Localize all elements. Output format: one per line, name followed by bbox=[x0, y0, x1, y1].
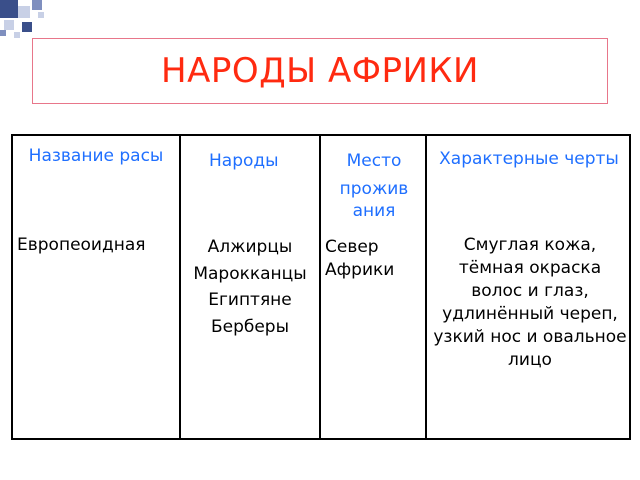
people-item: Берберы bbox=[210, 317, 290, 337]
page-title: НАРОДЫ АФРИКИ bbox=[161, 51, 479, 91]
value-race: Европеоидная bbox=[17, 235, 146, 255]
header-place bbox=[325, 150, 423, 222]
header-place-line: ания bbox=[352, 201, 396, 221]
deco-square-6 bbox=[0, 30, 6, 36]
title-box bbox=[32, 38, 608, 104]
header-peoples: Народы bbox=[209, 151, 279, 171]
deco-square-3 bbox=[32, 0, 42, 10]
cell-traits bbox=[426, 135, 630, 439]
header-traits: Характерные черты bbox=[439, 149, 619, 169]
header-race: Название расы bbox=[28, 146, 164, 166]
deco-square-1 bbox=[0, 0, 18, 18]
header-place-line: Место bbox=[346, 151, 402, 171]
value-place: Север Африки bbox=[325, 237, 395, 280]
deco-square-4 bbox=[4, 20, 14, 30]
table-row bbox=[12, 135, 630, 439]
people-item: Марокканцы bbox=[193, 264, 307, 284]
value-traits: Смуглая кожа, тёмная окраска волос и глаз, удлинённый череп, узкий нос и овальное лицо bbox=[433, 235, 627, 370]
header-place-line: прожив bbox=[339, 179, 409, 199]
peoples-list bbox=[181, 236, 319, 343]
people-item: Алжирцы bbox=[207, 237, 293, 257]
peoples-table bbox=[11, 134, 631, 440]
cell-peoples bbox=[180, 135, 320, 439]
deco-square-7 bbox=[14, 32, 20, 38]
deco-square-5 bbox=[22, 22, 32, 32]
people-item: Египтяне bbox=[208, 290, 292, 310]
deco-square-2 bbox=[18, 6, 30, 18]
cell-race bbox=[12, 135, 180, 439]
deco-square-8 bbox=[38, 12, 44, 18]
cell-place bbox=[320, 135, 426, 439]
